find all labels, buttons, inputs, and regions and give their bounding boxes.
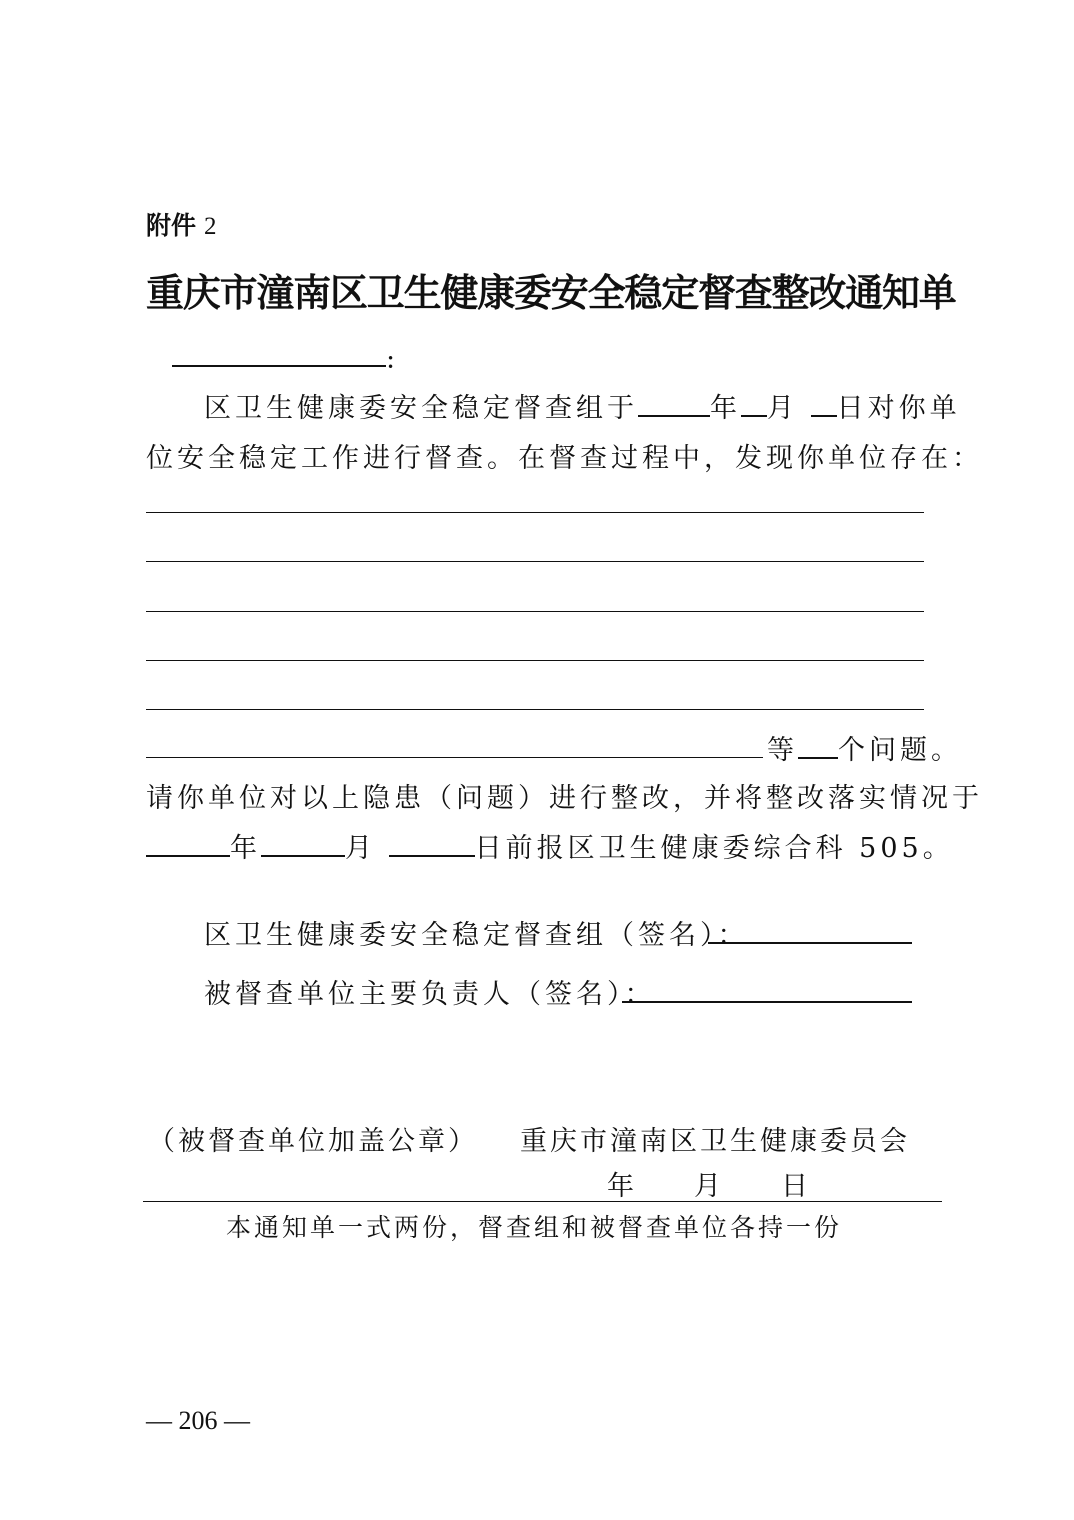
page-number: — 206 —: [146, 1406, 250, 1435]
year-blank: [638, 391, 710, 417]
attachment-text: 附件: [146, 211, 197, 240]
deadline-suffix: 日前报区卫生健康委综合科 505。: [474, 833, 954, 864]
deadline-day-blank: [389, 831, 475, 857]
unit-head-signature-label: 被督查单位主要负责人（签名）：: [204, 979, 656, 1010]
footer-note: 本通知单一式两份，督查组和被督查单位各持一份: [226, 1213, 843, 1242]
page-title: 重庆市潼南区卫生健康委安全稳定督查整改通知单: [146, 270, 956, 315]
seal-note: （被督查单位加盖公章）: [148, 1126, 478, 1157]
paragraph2-line1: 请你单位对以上隐患（问题）进行整改，并将整改落实情况于: [146, 783, 983, 814]
issue-line: [146, 709, 924, 710]
group-signature-label: 区卫生健康委安全稳定督查组（签名）：: [204, 920, 749, 951]
month-text: 月: [767, 393, 798, 424]
paragraph1-line1: [204, 386, 961, 425]
attachment-label: [146, 206, 216, 242]
issue-line: [146, 512, 924, 513]
addressee-colon: :: [386, 343, 400, 375]
deadline-year-text: 年: [230, 833, 261, 864]
deadline-month-blank: [261, 831, 345, 857]
group-signature-blank: [708, 942, 912, 944]
group-signature-line: [204, 913, 749, 952]
paragraph1-line2: 位安全稳定工作进行督查。在督查过程中，发现你单位存在：: [146, 443, 983, 474]
unit-head-signature-line: [204, 972, 656, 1011]
paragraph1-suffix: 日对你单: [836, 393, 961, 424]
issue-count-text: 个问题。: [838, 735, 962, 766]
date-line: [607, 1164, 812, 1203]
footer-divider: [143, 1201, 942, 1202]
date-day: 日: [781, 1171, 812, 1202]
issuer-name: 重庆市潼南区卫生健康委员会: [520, 1126, 910, 1157]
addressee-line: [172, 341, 399, 374]
deadline-year-blank: [146, 831, 230, 857]
issue-line: [146, 660, 924, 661]
issue-line: [146, 561, 924, 562]
date-month: 月: [694, 1171, 725, 1202]
unit-head-signature-blank: [622, 1001, 912, 1003]
deng-text: 等: [767, 735, 798, 766]
attachment-number: 2: [203, 213, 217, 240]
deadline-month-text: 月: [345, 833, 376, 864]
date-year: 年: [607, 1171, 638, 1202]
month-blank: [741, 391, 767, 417]
day-blank: [811, 391, 837, 417]
addressee-blank: [172, 341, 386, 367]
year-text: 年: [710, 393, 741, 424]
paragraph1-prefix: 区卫生健康委安全稳定督查组于: [204, 393, 638, 424]
issue-line: [146, 757, 763, 758]
issue-line: [146, 611, 924, 612]
issue-count-blank: [798, 733, 838, 759]
issue-count-line: [767, 728, 962, 767]
paragraph2-line2: [146, 826, 954, 865]
